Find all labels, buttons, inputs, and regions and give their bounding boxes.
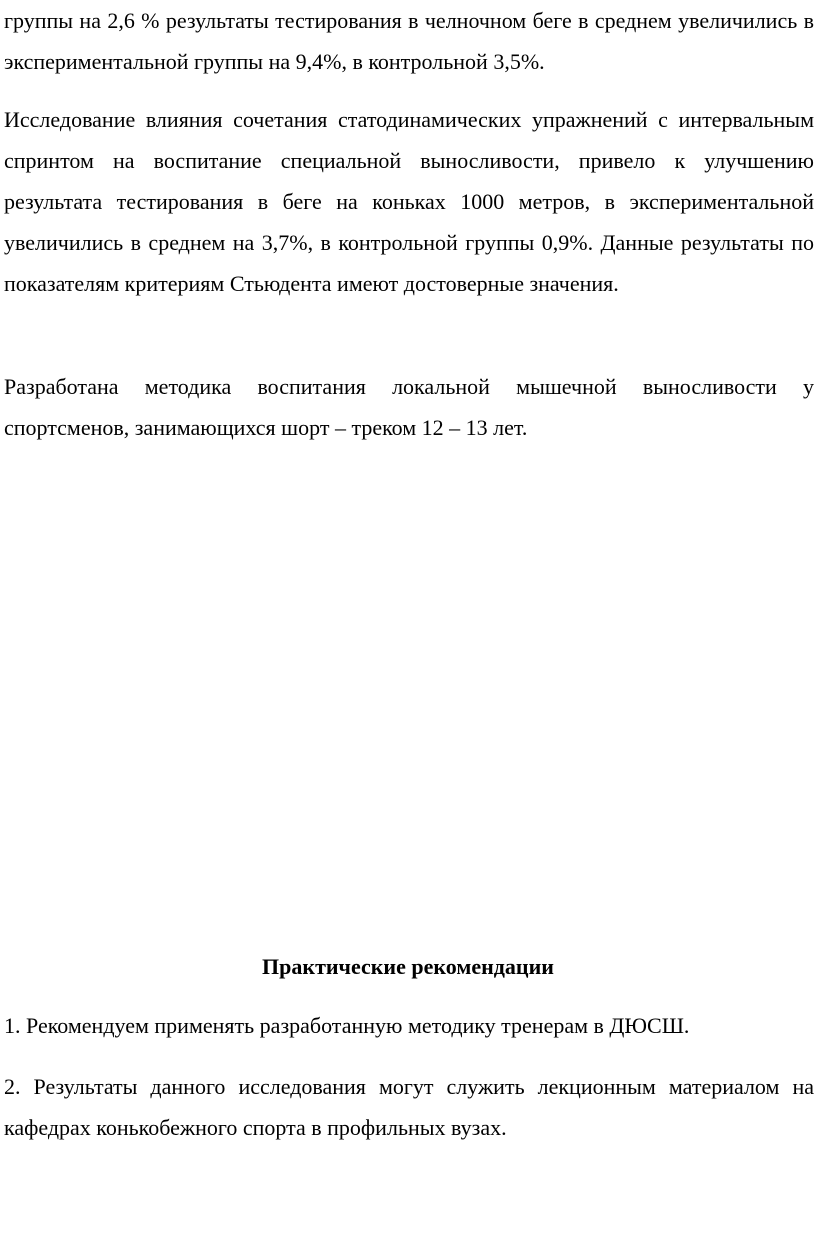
paragraph-methodology-developed: Разработана методика воспитания локальной мышечной выносливости у спортсменов, занимающихся шорт – треком 12 – 13 лет. (4, 374, 814, 440)
recommendation-item-2: 2. Результаты данного исследования могут служить лекционным материалом на кафедрах конькобежного спорта в профильных вузах. (4, 1074, 814, 1140)
paragraph-results-shuttle-run: группы на 2,6 % результаты тестирования в челночном беге в среднем увеличились в экспериментальной группы на 9,4%, в контрольной 3,5%. (4, 8, 814, 74)
recommendation-item-1: 1. Рекомендуем применять разработанную методику тренерам в ДЮСШ. (4, 1013, 690, 1038)
section-heading-recommendations: Практические рекомендации (262, 954, 554, 979)
paragraph-static-dynamic-study: Исследование влияния сочетания статодинамических упражнений с интервальным спринтом на воспитание специальной выносливости, привело к улучшению результата тестирования в беге на коньках 1000 метров, в экспериментальной увеличились в среднем на 3,7%, в контрольной группы 0,9%. Данные результаты по показателям критериям Стьюдента имеют достоверные значения. (4, 107, 814, 296)
